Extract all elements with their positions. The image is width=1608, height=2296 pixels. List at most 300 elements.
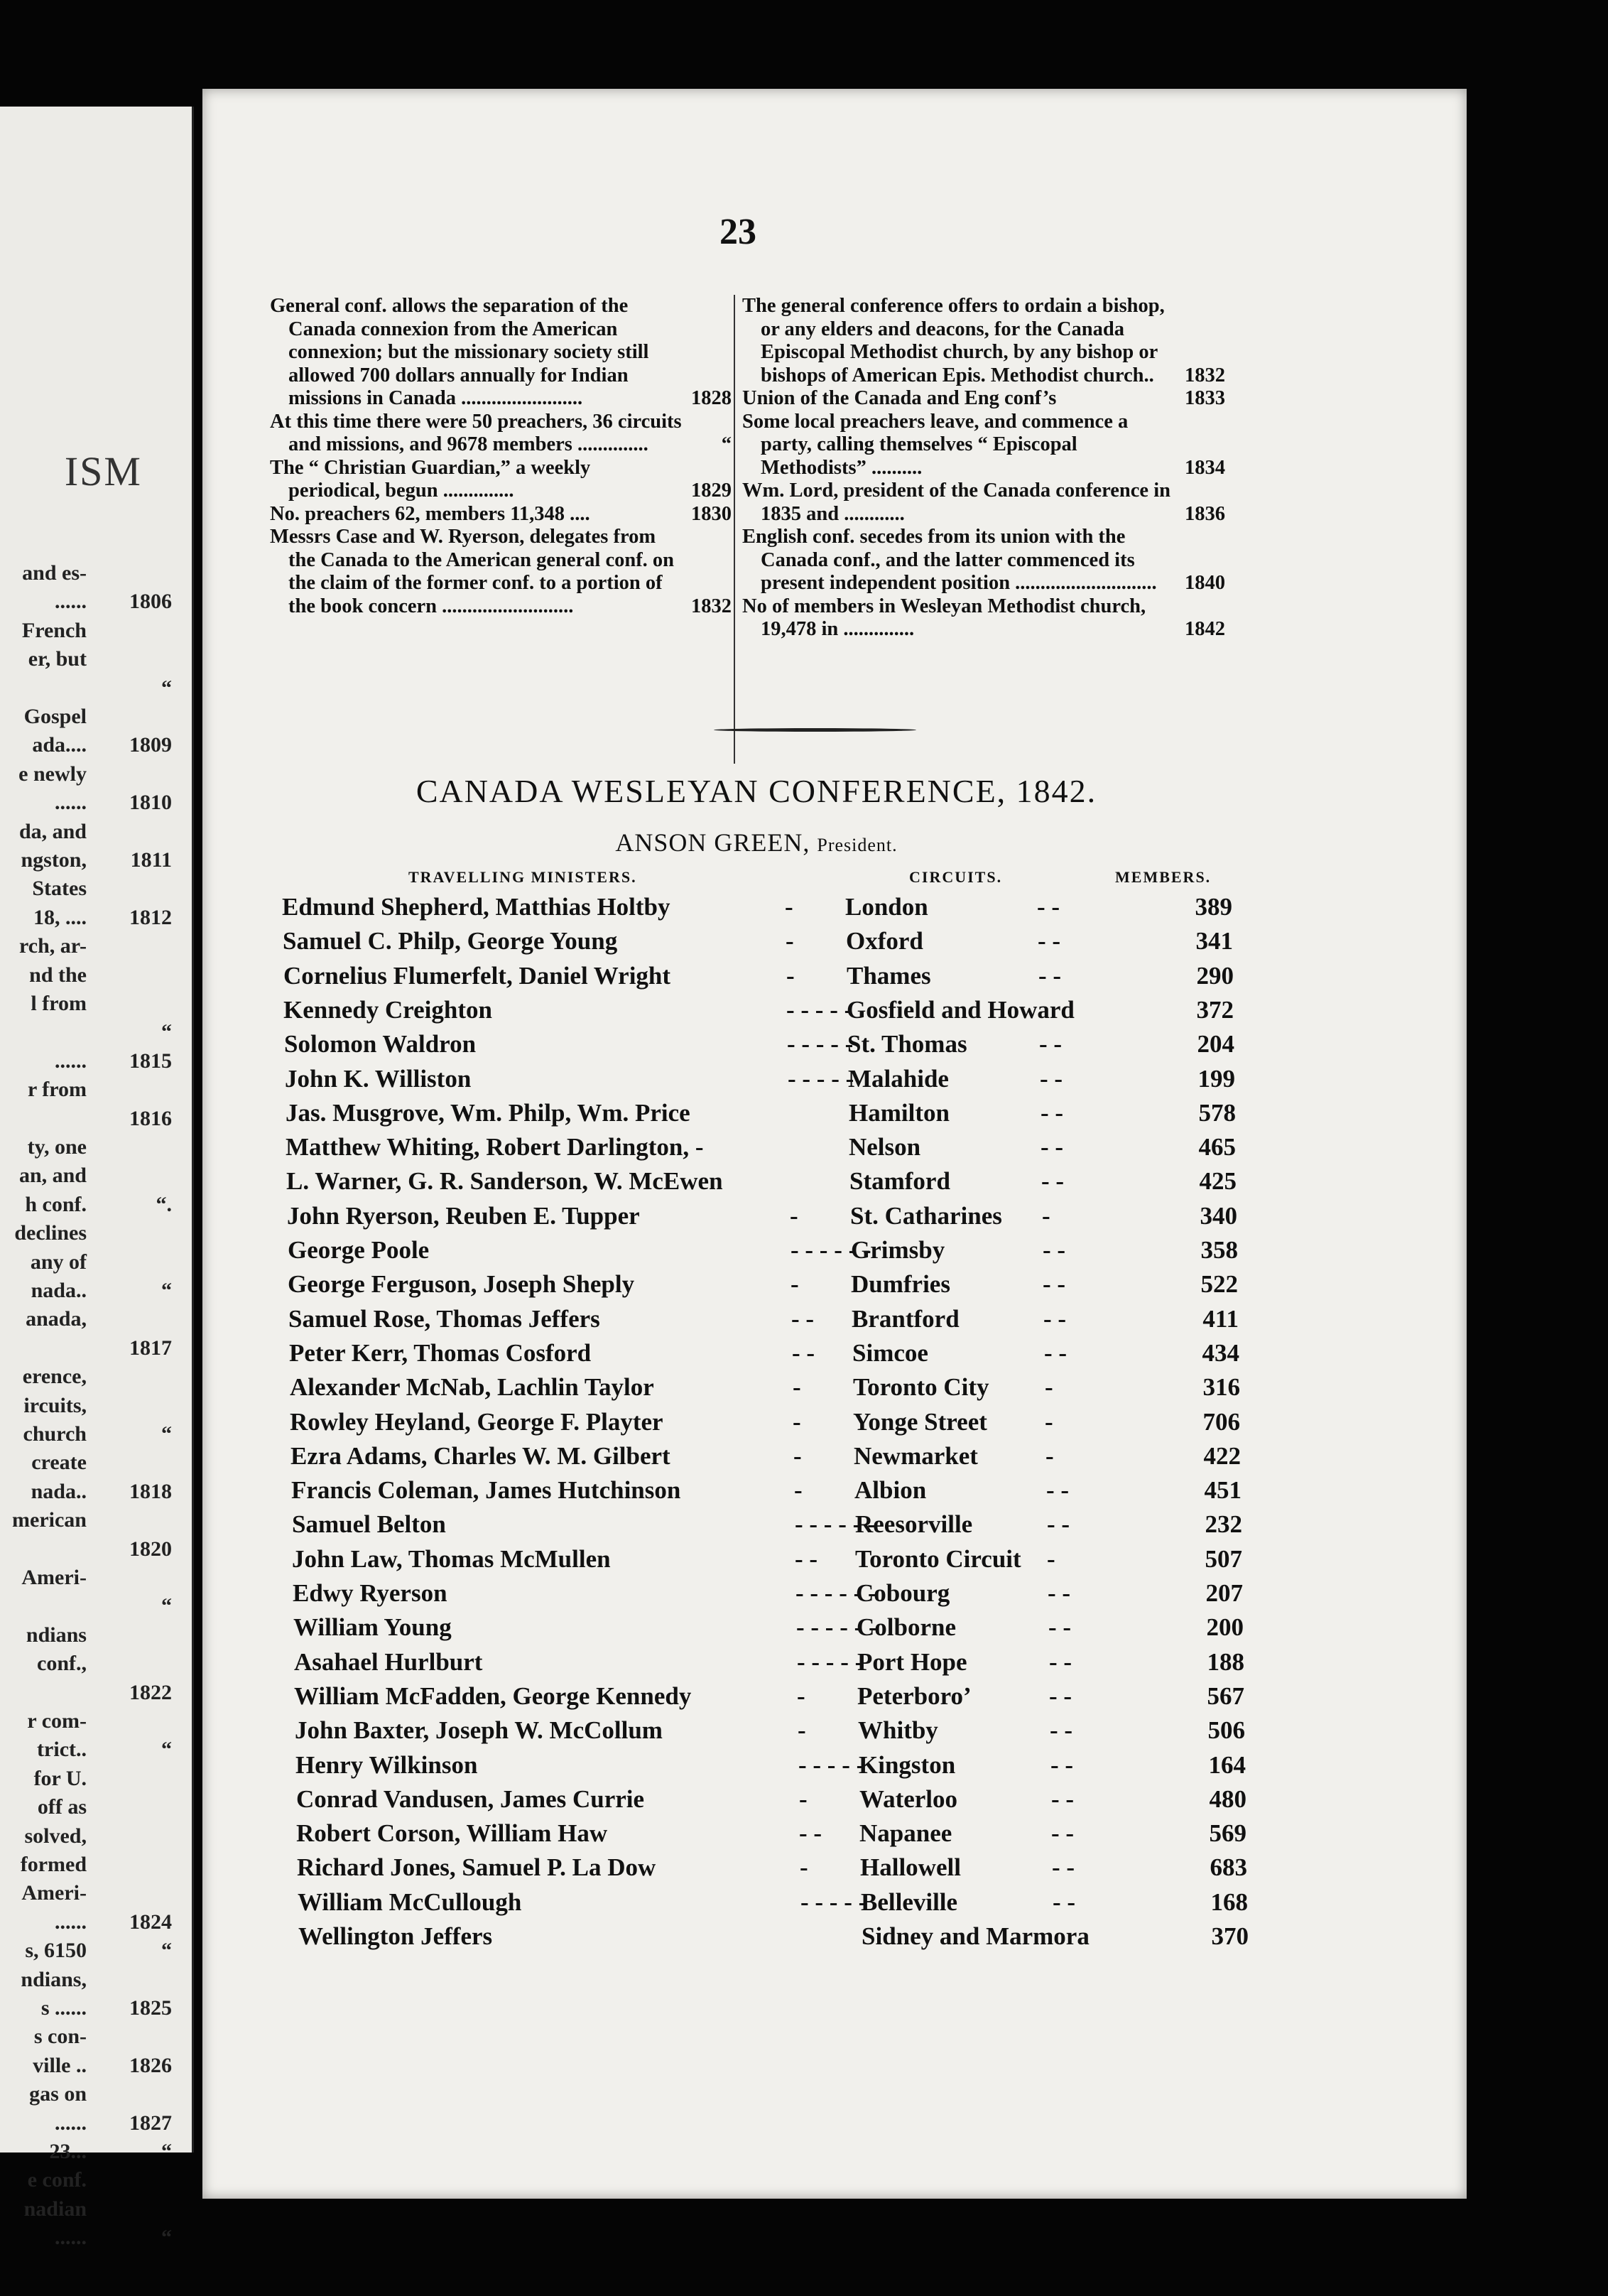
minister-names: Edwy Ryerson	[293, 1579, 447, 1607]
facing-line-year: 1818	[129, 1479, 172, 1503]
chronology-entry	[742, 387, 1225, 411]
member-count: 207	[1205, 1579, 1243, 1607]
page-number: 23	[719, 212, 756, 252]
facing-line-year: “	[161, 1422, 172, 1446]
facing-page-line	[55, 1049, 172, 1073]
circuit-name: Colborne	[857, 1613, 956, 1642]
facing-page-line	[29, 2082, 172, 2106]
table-row	[204, 962, 1340, 996]
facing-page-line	[28, 1135, 172, 1159]
leader-dashes: - - - - -	[798, 1750, 865, 1779]
table-row	[208, 1270, 1344, 1304]
leader-dashes: - - - - -	[787, 1030, 854, 1058]
member-count: 200	[1206, 1613, 1244, 1642]
chronology-entry	[270, 526, 732, 618]
table-row	[219, 1922, 1355, 1956]
chronology-year: 1833	[1185, 387, 1225, 409]
facing-line-text: e conf.	[27, 2168, 87, 2192]
chronology-entry	[742, 480, 1225, 526]
leader-dashes: - -	[1040, 1064, 1063, 1093]
chronology-entry	[270, 295, 732, 411]
minister-names: Asahael Hurlburt	[294, 1647, 483, 1676]
facing-page-line	[25, 1939, 172, 1963]
minister-names: Kennedy Creighton	[283, 995, 492, 1024]
leader-dashes: - -	[1043, 1236, 1066, 1264]
leader-dashes: - -	[1043, 1270, 1066, 1299]
facing-line-text: er, but	[28, 647, 87, 671]
chronology-year: 1842	[1185, 618, 1225, 640]
facing-line-text: any of	[30, 1250, 87, 1274]
member-count: 480	[1209, 1785, 1246, 1813]
facing-line-text: States	[32, 877, 87, 901]
facing-line-text: for U.	[33, 1766, 87, 1790]
minister-names: Richard Jones, Samuel P. La Dow	[297, 1853, 656, 1882]
circuit-name: Hamilton	[849, 1098, 950, 1127]
chronology-entry	[270, 457, 732, 503]
facing-page-line	[87, 676, 172, 700]
chronology-text: General conf. allows the separation of the Canada connexion from the American connexion; but the missionary society still allowed 700 dollars annually for Indian missions in Canada ........................	[270, 295, 649, 409]
book-page	[202, 89, 1467, 2199]
table-row	[208, 1236, 1344, 1270]
facing-page-line	[37, 1652, 172, 1676]
table-row	[217, 1819, 1353, 1853]
member-count: 507	[1205, 1544, 1242, 1573]
facing-line-year: 1809	[129, 733, 172, 757]
table-row	[202, 893, 1339, 927]
facing-line-text: ndians	[26, 1623, 87, 1647]
circuit-name: Belleville	[861, 1888, 958, 1916]
facing-page-line	[55, 2226, 172, 2250]
circuit-name: Dumfries	[851, 1270, 950, 1299]
chronology-year: 1828	[691, 387, 732, 409]
table-row	[206, 1133, 1342, 1167]
president-title: President.	[817, 835, 898, 855]
member-count: 372	[1196, 995, 1234, 1024]
leader-dashes: - -	[1038, 961, 1062, 990]
table-row	[213, 1579, 1349, 1613]
table-row	[212, 1510, 1349, 1544]
circuit-name: St. Thomas	[847, 1030, 967, 1058]
circuit-name: Waterloo	[859, 1785, 958, 1813]
facing-page-line	[22, 561, 172, 585]
facing-line-year: 1822	[129, 1680, 172, 1704]
facing-page-line	[87, 1681, 172, 1705]
facing-line-text: nada..	[31, 1479, 87, 1503]
circuit-name: Cobourg	[856, 1579, 950, 1607]
leader-dashes: - -	[1049, 1682, 1072, 1710]
member-count: 578	[1198, 1098, 1236, 1127]
leader-dashes: -	[786, 961, 795, 990]
facing-line-text: gas on	[29, 2082, 87, 2106]
leader-dashes: - - - - -	[786, 995, 853, 1024]
circuit-name: Peterboro’	[857, 1682, 972, 1710]
leader-dashes: - -	[1050, 1750, 1074, 1779]
facing-page-line	[21, 1881, 172, 1905]
facing-page-line	[29, 963, 172, 987]
circuit-name: Stamford	[849, 1167, 950, 1196]
leader-dashes: -	[793, 1373, 801, 1402]
table-row	[210, 1373, 1347, 1407]
chronology-text: Wm. Lord, president of the Canada conference in 1835 and ............	[742, 480, 1170, 525]
table-row	[211, 1442, 1347, 1476]
minister-names: Edmund Shepherd, Matthias Holtby	[282, 893, 670, 921]
minister-names: Francis Coleman, James Hutchinson	[291, 1476, 681, 1505]
facing-line-text: ndians,	[21, 1967, 87, 1991]
circuit-name: Brantford	[852, 1304, 960, 1333]
member-count: 465	[1198, 1133, 1236, 1161]
leader-dashes: -	[797, 1682, 805, 1710]
facing-page-line	[31, 1451, 172, 1475]
leader-dashes: -	[1045, 1407, 1053, 1436]
chronology-entry	[742, 411, 1225, 480]
leader-dashes: - -	[1050, 1716, 1073, 1745]
facing-line-year: 1817	[129, 1336, 172, 1360]
facing-line-year: 1815	[129, 1049, 172, 1073]
leader-dashes: - -	[1046, 1476, 1070, 1505]
minister-names: L. Warner, G. R. Sanderson, W. McEwen	[286, 1167, 723, 1196]
leader-dashes: -	[793, 1441, 802, 1470]
facing-page-heading: ISM	[64, 448, 142, 494]
facing-line-text: rch, ar-	[19, 934, 87, 958]
member-count: 434	[1202, 1338, 1239, 1367]
facing-page-line	[21, 1968, 172, 1992]
circuits-header: CIRCUITS.	[909, 868, 1003, 886]
circuit-name: Reesorville	[855, 1510, 973, 1539]
member-count: 316	[1202, 1373, 1240, 1402]
chronology-left-column	[270, 295, 732, 618]
chronology-text: English conf. secedes from its union with the Canada conf., and the latter commenced its present independent position ............................	[742, 526, 1157, 594]
facing-page-line	[55, 2111, 172, 2135]
facing-line-text: ville ..	[33, 2053, 87, 2077]
circuit-name: Grimsby	[851, 1236, 945, 1264]
chronology-year: “	[721, 433, 732, 455]
leader-dashes: - -	[1048, 1579, 1071, 1607]
facing-line-text: Ameri-	[21, 1881, 87, 1905]
leader-dashes: - -	[1049, 1647, 1072, 1676]
facing-page-line	[24, 2197, 172, 2221]
chronology-text: The “ Christian Guardian,” a weekly periodical, begun ..............	[270, 456, 591, 502]
facing-line-text: merican	[12, 1508, 87, 1532]
leader-dashes: - - - - -	[800, 1888, 867, 1916]
member-count: 188	[1207, 1647, 1244, 1676]
table-row	[206, 1099, 1342, 1133]
facing-page-line	[55, 791, 172, 815]
chronology-entry	[270, 411, 732, 457]
facing-page-line	[32, 877, 172, 901]
facing-page-line	[23, 1365, 172, 1389]
facing-page-line	[87, 1107, 172, 1131]
leader-dashes: -	[1045, 1373, 1053, 1402]
circuit-name: London	[845, 893, 928, 921]
leader-dashes: - -	[1052, 1853, 1075, 1882]
minister-names: Alexander McNab, Lachlin Taylor	[290, 1373, 654, 1402]
table-row	[209, 1305, 1345, 1339]
minister-names: John K. Williston	[285, 1064, 472, 1093]
facing-line-text: create	[31, 1451, 87, 1475]
facing-line-text: French	[21, 618, 87, 642]
facing-line-year: “	[161, 1279, 172, 1302]
chronology-entry	[742, 526, 1225, 595]
member-count: 425	[1199, 1167, 1237, 1196]
circuit-name: Oxford	[846, 927, 923, 955]
facing-line-text: e newly	[18, 762, 87, 786]
facing-line-year: “	[161, 676, 172, 700]
facing-line-text: and es-	[22, 561, 87, 585]
minister-names: Ezra Adams, Charles W. M. Gilbert	[290, 1441, 670, 1470]
chronology-text: At this time there were 50 preachers, 36 circuits and missions, and 9678 members ..............	[270, 410, 682, 455]
leader-dashes: -	[1042, 1201, 1050, 1230]
facing-line-year: “	[161, 1738, 172, 1762]
facing-line-year: 1820	[129, 1537, 172, 1561]
facing-page-line	[24, 1824, 172, 1848]
table-row	[214, 1648, 1351, 1682]
minister-names: William McCullough	[298, 1888, 522, 1916]
table-row	[217, 1785, 1353, 1819]
circuit-name: Newmarket	[854, 1441, 978, 1470]
table-row	[210, 1408, 1347, 1442]
facing-line-text: ......	[55, 590, 87, 614]
facing-page-line	[21, 848, 172, 872]
facing-line-year: 1811	[130, 848, 172, 872]
leader-dashes: - - - - -	[797, 1647, 864, 1676]
facing-page-line	[18, 762, 172, 786]
circuit-name: Napanee	[859, 1819, 952, 1848]
facing-line-text: s, 6150	[25, 1939, 87, 1963]
minister-names: Matthew Whiting, Robert Darlington, -	[286, 1133, 704, 1161]
minister-names: Conrad Vandusen, James Currie	[296, 1785, 645, 1813]
member-count: 340	[1200, 1201, 1237, 1230]
facing-line-text: formed	[20, 1853, 87, 1876]
chronology-text: No. preachers 62, members 11,348 ....	[270, 502, 590, 525]
facing-page-line	[26, 1307, 172, 1331]
circuit-name: Toronto Circuit	[855, 1544, 1021, 1573]
table-row	[207, 1202, 1344, 1236]
leader-dashes: -	[799, 1785, 808, 1813]
minister-names: George Ferguson, Joseph Sheply	[288, 1270, 635, 1299]
table-row	[214, 1613, 1350, 1647]
facing-line-year: 1812	[129, 905, 172, 929]
chronology-text: Some local preachers leave, and commence a party, calling themselves “ Episcopal Methodists” ..........	[742, 410, 1129, 479]
circuit-name: Simcoe	[852, 1338, 928, 1367]
facing-line-text: r com-	[27, 1709, 87, 1733]
chronology-year: 1829	[691, 480, 732, 502]
facing-line-year: 1810	[129, 791, 172, 815]
leader-dashes: - -	[1041, 1098, 1064, 1127]
minister-names: Cornelius Flumerfelt, Daniel Wright	[283, 961, 671, 990]
facing-line-text: ty, one	[27, 1135, 87, 1159]
leader-dashes: -	[1045, 1441, 1054, 1470]
leader-dashes: - -	[1044, 1338, 1068, 1367]
facing-page-line	[25, 1193, 172, 1217]
leader-dashes: -	[1047, 1544, 1055, 1573]
facing-page-line	[12, 1508, 172, 1532]
facing-page-line	[38, 1795, 172, 1819]
facing-page-line	[50, 2140, 173, 2164]
leader-dashes: - - - - - -	[791, 1236, 871, 1264]
facing-line-text: ......	[55, 1049, 87, 1073]
facing-page-line	[55, 1910, 172, 1934]
facing-line-text: conf.,	[37, 1652, 87, 1676]
member-count: 358	[1200, 1236, 1238, 1264]
facing-page-line	[41, 1996, 172, 2020]
facing-page-line	[37, 1738, 172, 1762]
leader-dashes: -	[794, 1476, 803, 1505]
member-count: 506	[1207, 1716, 1245, 1745]
chronology-right-column	[742, 295, 1225, 641]
facing-page-line	[87, 1537, 172, 1561]
facing-page-line	[33, 906, 172, 930]
minister-names: Peter Kerr, Thomas Cosford	[289, 1338, 592, 1367]
facing-line-text: an, and	[18, 1164, 87, 1188]
conference-title: CANADA WESLEYAN CONFERENCE, 1842.	[415, 773, 1097, 809]
facing-line-text: anada,	[26, 1307, 87, 1331]
chronology-year: 1834	[1185, 456, 1225, 479]
facing-line-text: h conf.	[25, 1192, 87, 1216]
leader-dashes: -	[790, 1201, 798, 1230]
facing-page-line	[33, 2054, 172, 2078]
facing-line-text: trict..	[37, 1738, 87, 1762]
facing-page	[0, 107, 194, 2250]
leader-dashes: - - - - - -	[795, 1579, 876, 1607]
facing-line-text: ngston,	[21, 848, 87, 872]
table-row	[215, 1716, 1352, 1750]
table-row	[212, 1476, 1348, 1510]
facing-page-line	[87, 1594, 172, 1618]
facing-page-line	[34, 1767, 172, 1791]
column-divider	[734, 295, 735, 764]
facing-page-line	[31, 1279, 172, 1303]
facing-page-line	[31, 1250, 172, 1274]
minister-names: Solomon Waldron	[284, 1030, 477, 1058]
leader-dashes: - -	[1041, 1133, 1064, 1161]
leader-dashes: - -	[792, 1338, 815, 1367]
chronology-year: 1830	[691, 502, 732, 525]
facing-line-text: s ......	[40, 1996, 87, 2020]
minister-names: Wellington Jeffers	[298, 1922, 493, 1950]
facing-line-year: “	[161, 1939, 172, 1963]
facing-line-year: 1827	[129, 2111, 172, 2135]
minister-names: Jas. Musgrove, Wm. Philp, Wm. Price	[286, 1098, 690, 1127]
facing-line-text: r from	[27, 1078, 87, 1102]
leader-dashes: - - - - - -	[796, 1613, 877, 1642]
minister-names: Henry Wilkinson	[295, 1750, 478, 1779]
facing-line-year: 1806	[129, 590, 172, 614]
facing-page-line	[23, 1394, 172, 1418]
facing-page-line	[19, 934, 172, 958]
leader-dashes: - -	[1051, 1785, 1075, 1813]
table-row	[204, 996, 1340, 1030]
minister-names: William Young	[293, 1613, 452, 1642]
chronology-text: The general conference offers to ordain a bishop, or any elders and deacons, for the Canada Episcopal Methodist church, by any bishop or bishops of American Epis. Methodist church..	[742, 295, 1165, 386]
member-count: 422	[1203, 1441, 1241, 1470]
table-row	[214, 1682, 1351, 1716]
circuit-name: Malahide	[848, 1064, 949, 1093]
member-count: 706	[1202, 1407, 1240, 1436]
facing-page-line	[23, 1422, 172, 1446]
member-count: 522	[1200, 1270, 1238, 1299]
facing-page-line	[24, 705, 172, 729]
leader-dashes: - - - - - -	[795, 1510, 876, 1539]
chronology-entry	[742, 595, 1225, 641]
facing-page-line	[22, 619, 172, 643]
leader-dashes: -	[786, 927, 794, 955]
facing-page-line	[19, 820, 172, 844]
minister-names: Rowley Heyland, George F. Playter	[290, 1407, 663, 1436]
facing-line-text: church	[23, 1422, 87, 1446]
circuit-name: St. Catharines	[850, 1201, 1002, 1230]
facing-line-text: 23...	[49, 2140, 87, 2163]
president-name: ANSON GREEN,	[615, 828, 810, 857]
facing-page-line	[21, 1566, 172, 1590]
member-count: 290	[1196, 961, 1234, 990]
leader-dashes: - -	[791, 1304, 815, 1333]
facing-line-text: off as	[37, 1795, 87, 1819]
chronology-text: Union of the Canada and Eng conf’s	[742, 387, 1057, 409]
leader-dashes: - -	[1051, 1819, 1075, 1848]
member-count: 168	[1210, 1888, 1248, 1916]
minister-names: George Poole	[288, 1236, 430, 1264]
facing-line-text: l from	[31, 992, 87, 1015]
chronology-year: 1832	[691, 595, 732, 617]
leader-dashes: - -	[799, 1819, 822, 1848]
facing-line-text: erence,	[22, 1365, 87, 1389]
leader-dashes: -	[798, 1716, 806, 1745]
table-row	[203, 927, 1340, 961]
facing-line-year: 1825	[129, 1996, 172, 2020]
chronology-text: Messrs Case and W. Ryerson, delegates from the Canada to the American general conf. on the claim of the former conf. to a portion of the book concern ..........................	[270, 526, 675, 617]
circuit-name: Gosfield and Howard	[847, 995, 1075, 1024]
facing-line-text: nadian	[23, 2197, 87, 2221]
facing-line-year: 1824	[129, 1910, 172, 1934]
facing-page-line	[87, 1020, 172, 1044]
circuit-name: Port Hope	[857, 1647, 967, 1676]
table-row	[217, 1853, 1354, 1888]
facing-line-year: 1826	[129, 2053, 172, 2077]
facing-page-line	[27, 1709, 172, 1733]
chronology-year: 1832	[1185, 364, 1225, 386]
facing-page-line	[55, 590, 172, 614]
minister-names: William McFadden, George Kennedy	[294, 1682, 692, 1710]
facing-page-line	[28, 1078, 172, 1102]
facing-line-text: Ameri-	[21, 1566, 87, 1589]
facing-line-text: declines	[14, 1221, 87, 1245]
circuit-name: Hallowell	[860, 1853, 961, 1882]
facing-line-year: “	[161, 2226, 172, 2250]
minister-names: John Baxter, Joseph W. McCollum	[295, 1716, 663, 1745]
facing-line-text: ......	[55, 791, 87, 815]
facing-page-line	[28, 647, 172, 671]
facing-page-line	[32, 733, 172, 757]
member-count: 451	[1204, 1476, 1242, 1505]
member-count: 567	[1207, 1682, 1244, 1710]
member-count: 411	[1202, 1304, 1239, 1333]
chronology-year: 1840	[1185, 572, 1225, 594]
circuit-name: Whitby	[858, 1716, 938, 1745]
chronology-text: No of members in Wesleyan Methodist church, 19,478 in ..............	[742, 595, 1146, 640]
table-row	[205, 1065, 1342, 1099]
member-count: 370	[1211, 1922, 1249, 1950]
facing-page-line	[19, 1164, 172, 1188]
facing-line-text: nd the	[29, 963, 87, 987]
table-row	[210, 1339, 1346, 1373]
leader-dashes: - -	[1047, 1510, 1070, 1539]
facing-line-text: nada..	[31, 1279, 87, 1302]
facing-page-line	[87, 1336, 172, 1360]
circuit-name: Nelson	[849, 1133, 921, 1161]
leader-dashes: -	[785, 893, 793, 921]
circuit-name: Yonge Street	[853, 1407, 987, 1436]
facing-page-line	[26, 1623, 172, 1647]
